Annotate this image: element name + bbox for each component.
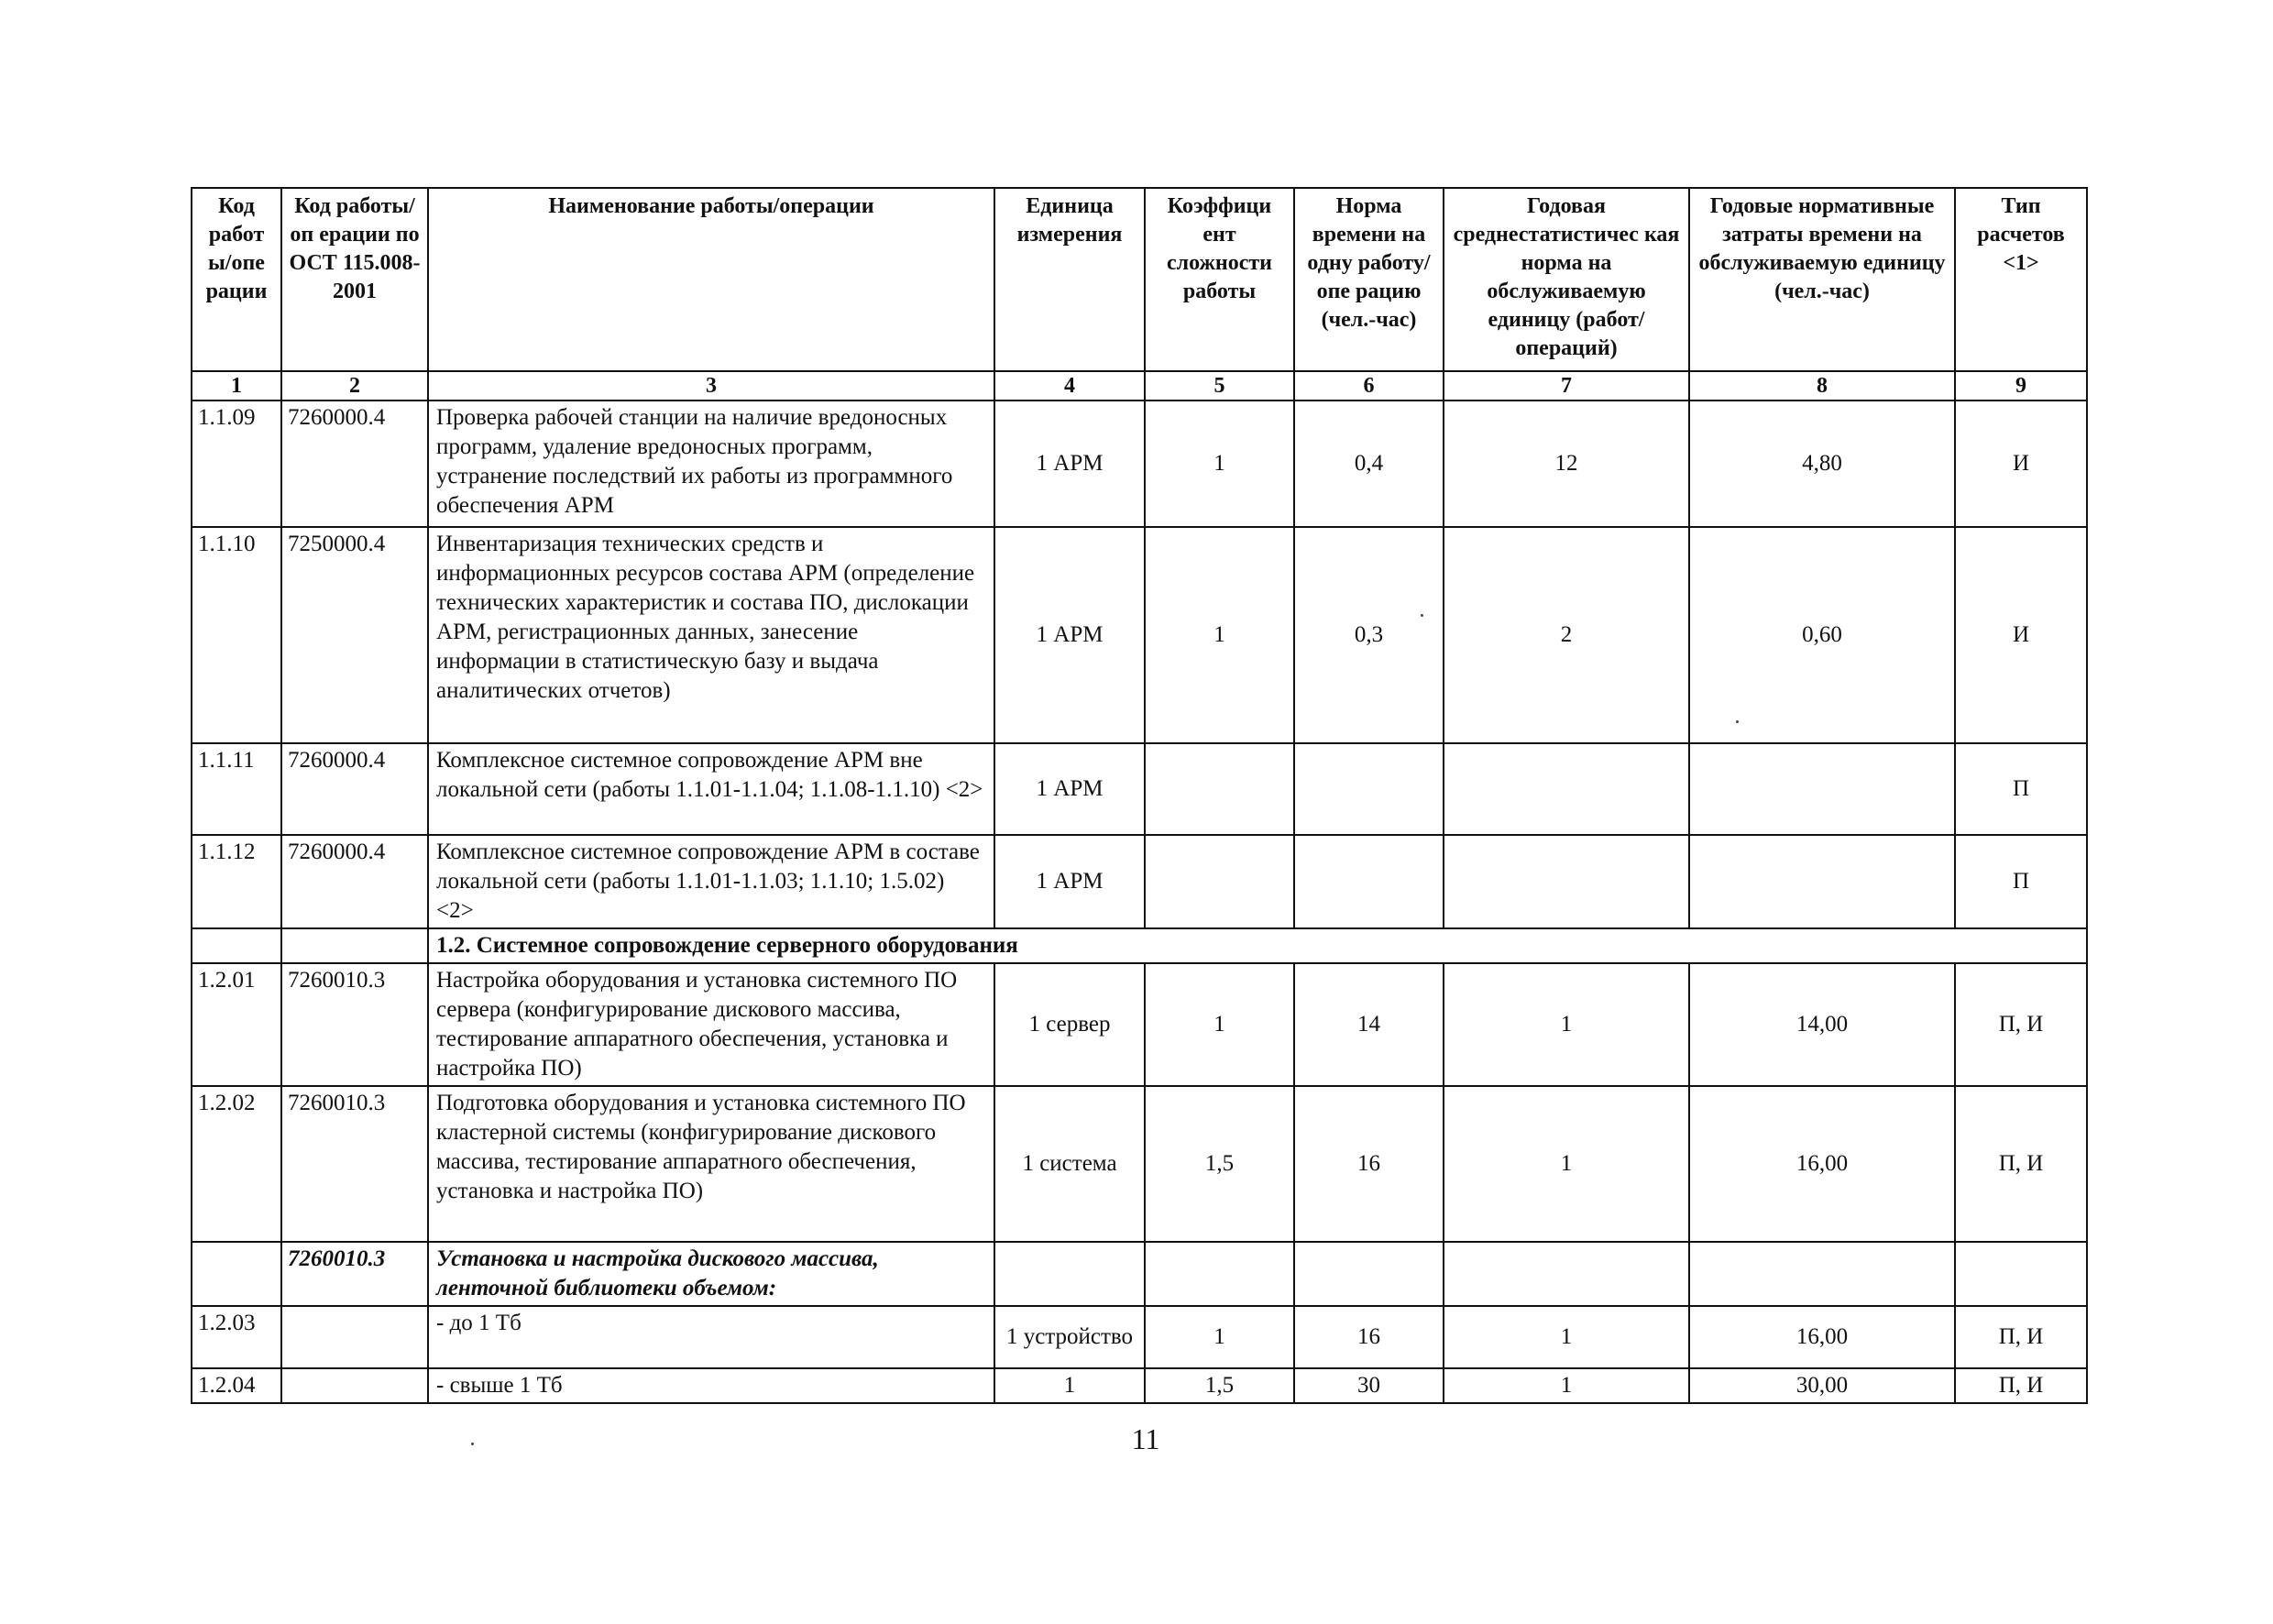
complexity-coef: 1 [1145,401,1294,527]
time-norm: 0,3 [1294,527,1444,743]
ost-code [281,1306,428,1368]
empty-cell [1294,1242,1444,1306]
work-code: 1.2.04 [192,1368,281,1403]
work-name: Инвентаризация технических средств и информационных ресурсов состава АРМ (определение технических характеристик и состава ПО, дислокации АРМ, регистрационных данных, занесение информации в статистическую базу и выдача аналитических отчетов) [428,527,994,743]
column-number: 2 [281,371,428,401]
ost-code: 7260000.4 [281,743,428,835]
table-row [192,1086,2087,1242]
scan-speck [1421,614,1423,617]
time-norm: 16 [1294,1306,1444,1368]
calc-type: П, И [1955,1368,2087,1403]
work-name: Подготовка оборудования и установка системного ПО кластерной системы (конфигурирование дискового массива, тестирование аппаратного обеспечения, установка и настройка ПО) [428,1086,994,1242]
annual-norm: 1 [1444,1086,1689,1242]
calc-type: П [1955,835,2087,928]
unit: 1 АРМ [994,401,1145,527]
scan-speck [1736,720,1739,723]
scan-speck [471,1443,474,1445]
annual-cost: 16,00 [1689,1086,1955,1242]
complexity-coef: 1 [1145,527,1294,743]
section-title: 1.2. Системное сопровождение серверного оборудования [428,928,2087,963]
column-number: 4 [994,371,1145,401]
group-name: Установка и настройка дискового массива, ленточной библиотеки объемом: [428,1242,994,1306]
annual-cost [1689,743,1955,835]
annual-norm: 1 [1444,963,1689,1086]
annual-cost: 14,00 [1689,963,1955,1086]
table-row [192,401,2087,527]
header-cell: Код работы/оп ерации по ОСТ 115.008-2001 [281,188,428,371]
complexity-coef [1145,743,1294,835]
header-row [192,188,2087,371]
annual-norm [1444,835,1689,928]
work-code: 1.2.01 [192,963,281,1086]
ost-code [281,1368,428,1403]
norms-table [191,187,2088,1404]
time-norm [1294,835,1444,928]
section-row [192,928,2087,963]
column-number: 1 [192,371,281,401]
ost-code: 7250000.4 [281,527,428,743]
annual-norm: 2 [1444,527,1689,743]
header-cell: Коэффици ент сложности работы [1145,188,1294,371]
calc-type: И [1955,527,2087,743]
unit: 1 АРМ [994,835,1145,928]
time-norm: 16 [1294,1086,1444,1242]
complexity-coef: 1,5 [1145,1368,1294,1403]
empty-cell [994,1242,1145,1306]
annual-norm: 1 [1444,1306,1689,1368]
work-code: 1.1.09 [192,401,281,527]
complexity-coef: 1 [1145,963,1294,1086]
header-cell: Код работ ы/опе рации [192,188,281,371]
work-name: - свыше 1 Тб [428,1368,994,1403]
complexity-coef [1145,835,1294,928]
time-norm: 0,4 [1294,401,1444,527]
header-cell: Годовые нормативные затраты времени на обслуживаемую единицу (чел.-час) [1689,188,1955,371]
time-norm: 14 [1294,963,1444,1086]
work-name: Проверка рабочей станции на наличие вредоносных программ, удаление вредоносных программ, устранение последствий их работы из программного обеспечения АРМ [428,401,994,527]
annual-cost [1689,835,1955,928]
ost-code: 7260000.4 [281,835,428,928]
header-cell: Тип расчетов <1> [1955,188,2087,371]
work-code: 1.1.11 [192,743,281,835]
group-spacer [192,1242,281,1306]
header-cell: Наименование работы/операции [428,188,994,371]
header-cell: Годовая среднестатистичес кая норма на обслуживаемую единицу (работ/операций) [1444,188,1689,371]
calc-type: П, И [1955,1306,2087,1368]
unit: 1 АРМ [994,527,1145,743]
calc-type: П, И [1955,1086,2087,1242]
ost-code: 7260000.4 [281,401,428,527]
table-row [192,743,2087,835]
ost-code: 7260010.3 [281,1242,428,1306]
group-row [192,1242,2087,1306]
work-name: - до 1 Тб [428,1306,994,1368]
table-row [192,1306,2087,1368]
annual-cost: 30,00 [1689,1368,1955,1403]
annual-norm: 1 [1444,1368,1689,1403]
column-number: 9 [1955,371,2087,401]
work-name: Комплексное системное сопровождение АРМ вне локальной сети (работы 1.1.01-1.1.04; 1.1.08-1.1.10) <2> [428,743,994,835]
unit: 1 система [994,1086,1145,1242]
unit: 1 устройство [994,1306,1145,1368]
header-cell: Единица измерения [994,188,1145,371]
calc-type: И [1955,401,2087,527]
empty-cell [1689,1242,1955,1306]
complexity-coef: 1,5 [1145,1086,1294,1242]
work-name: Комплексное системное сопровождение АРМ в составе локальной сети (работы 1.1.01-1.1.03; 1.1.10; 1.5.02) <2> [428,835,994,928]
calc-type: П, И [1955,963,2087,1086]
annual-cost: 4,80 [1689,401,1955,527]
column-number: 3 [428,371,994,401]
time-norm: 30 [1294,1368,1444,1403]
column-number: 5 [1145,371,1294,401]
table-row [192,963,2087,1086]
empty-cell [1145,1242,1294,1306]
empty-cell [1955,1242,2087,1306]
table-row [192,527,2087,743]
time-norm [1294,743,1444,835]
header-cell: Норма времени на одну работу/опе рацию (чел.-час) [1294,188,1444,371]
ost-code: 7260010.3 [281,1086,428,1242]
work-code: 1.1.12 [192,835,281,928]
work-name: Настройка оборудования и установка системного ПО сервера (конфигурирование дискового массива, тестирование аппаратного обеспечения, установка и настройка ПО) [428,963,994,1086]
page-number: 11 [1131,1422,1160,1455]
complexity-coef: 1 [1145,1306,1294,1368]
column-number: 8 [1689,371,1955,401]
annual-norm: 12 [1444,401,1689,527]
column-number: 7 [1444,371,1689,401]
unit: 1 сервер [994,963,1145,1086]
table-row [192,835,2087,928]
unit: 1 АРМ [994,743,1145,835]
annual-norm [1444,743,1689,835]
table-row [192,1368,2087,1403]
section-spacer [192,928,281,963]
ost-code: 7260010.3 [281,963,428,1086]
column-number: 6 [1294,371,1444,401]
annual-cost: 16,00 [1689,1306,1955,1368]
calc-type: П [1955,743,2087,835]
annual-cost: 0,60 [1689,527,1955,743]
work-code: 1.1.10 [192,527,281,743]
unit: 1 [994,1368,1145,1403]
column-number-row [192,371,2087,401]
section-spacer [281,928,428,963]
work-code: 1.2.03 [192,1306,281,1368]
work-code: 1.2.02 [192,1086,281,1242]
empty-cell [1444,1242,1689,1306]
